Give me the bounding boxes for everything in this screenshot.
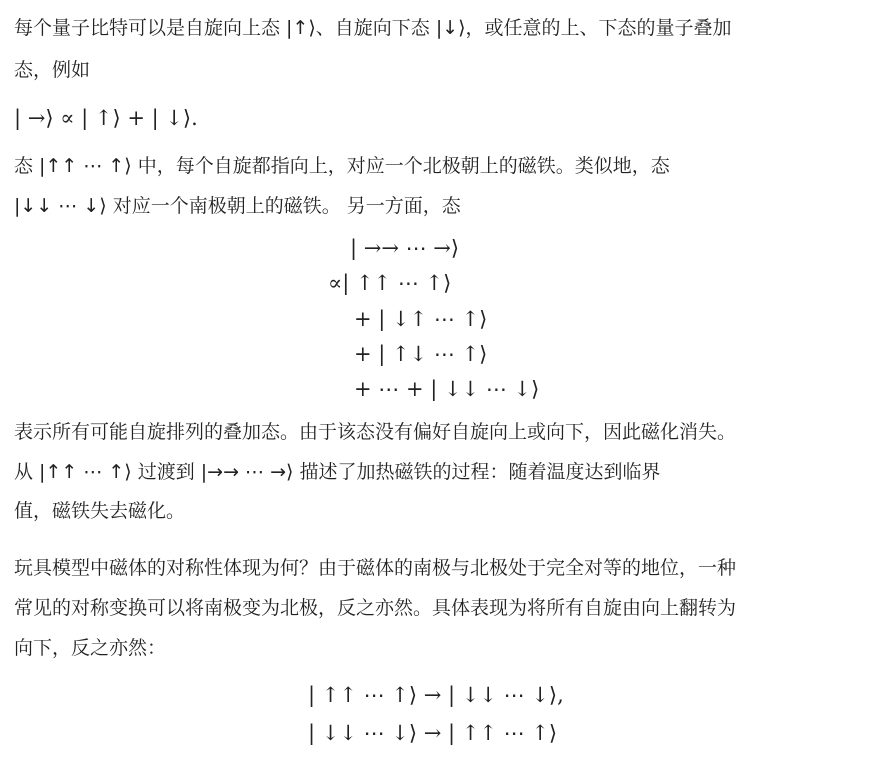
equation-expansion-line-5: + ⋯ + | ↓↓ ⋯ ↓⟩ [354,377,540,401]
equation-superposition: | →⟩ ∝ | ↑⟩ + | ↓⟩. [14,106,198,130]
paragraph-symmetry-line-2: 常见的对称变换可以将南极变为北极，反之亦然。具体表现为将所有自旋由向上翻转为 [14,597,737,619]
equation-expansion-line-2: ∝| ↑↑ ⋯ ↑⟩ [328,271,452,295]
equation-expansion-line-4: + | ↑↓ ⋯ ↑⟩ [354,342,488,366]
paragraph-symmetry-line-1: 玩具模型中磁体的对称性体现为何？由于磁体的南极与北极处于完全对等的地位，一种 [14,557,737,579]
equation-flip-line-2: | ↓↓ ⋯ ↓⟩ → | ↑↑ ⋯ ↑⟩ [308,721,558,745]
paragraph-intro-line-2: 态，例如 [14,59,91,81]
paragraph-demagnetization-line-3: 值，磁铁失去磁化。 [14,500,186,522]
paragraph-demagnetization-line-2: 从 |↑↑ ⋯ ↑⟩ 过渡到 |→→ ⋯ →⟩ 描述了加热磁铁的过程：随着温度达到临界 [14,461,661,483]
paragraph-states-line-2: |↓↓ ⋯ ↓⟩ 对应一个南极朝上的磁铁。 另一方面，态 [14,195,461,217]
equation-flip-line-1: | ↑↑ ⋯ ↑⟩ → | ↓↓ ⋯ ↓⟩, [308,683,564,707]
paragraph-intro-line-1: 每个量子比特可以是自旋向上态 |↑⟩、自旋向下态 |↓⟩，或任意的上、下态的量子叠加 [14,17,732,39]
equation-expansion-line-1: | →→ ⋯ →⟩ [350,236,460,260]
paragraph-states-line-1: 态 |↑↑ ⋯ ↑⟩ 中，每个自旋都指向上，对应一个北极朝上的磁铁。类似地，态 [14,155,670,177]
paragraph-demagnetization-line-1: 表示所有可能自旋排列的叠加态。由于该态没有偏好自旋向上或向下，因此磁化消失。 [14,421,737,443]
equation-expansion-line-3: + | ↓↑ ⋯ ↑⟩ [354,307,488,331]
paragraph-symmetry-line-3: 向下，反之亦然： [14,637,167,659]
